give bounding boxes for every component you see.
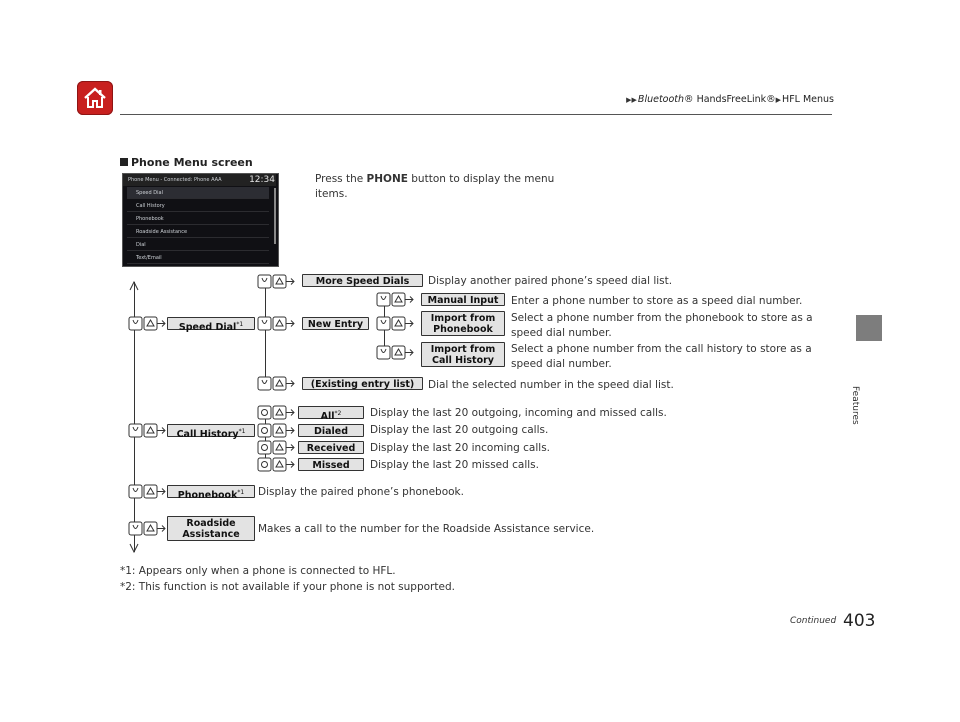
all-label: All bbox=[320, 411, 335, 423]
speed-dial-button[interactable] bbox=[167, 317, 255, 334]
call-history-label: Call History bbox=[176, 429, 239, 441]
import-phonebook-line2: Phonebook bbox=[433, 324, 493, 335]
roadside-desc: Makes a call to the number for the Roadside Assistance service. bbox=[258, 523, 595, 535]
more-speed-dials-desc: Display another paired phone’s speed dial list. bbox=[428, 275, 673, 287]
footnote-ref: *1 bbox=[237, 489, 245, 496]
received-button[interactable] bbox=[298, 441, 364, 454]
dialed-desc: Display the last 20 outgoing calls. bbox=[370, 424, 549, 436]
knob-select-icon bbox=[129, 317, 165, 330]
phonebook-label: Phonebook bbox=[177, 490, 238, 502]
dialed-button[interactable] bbox=[298, 424, 364, 437]
manual-input-label: Manual Input bbox=[427, 295, 499, 306]
import-phonebook-line1: Import from bbox=[430, 313, 496, 324]
phonebook-button[interactable] bbox=[167, 485, 255, 502]
existing-entry-label: (Existing entry list) bbox=[310, 379, 415, 390]
missed-button[interactable] bbox=[298, 458, 364, 471]
roadside-line1: Roadside bbox=[186, 518, 236, 529]
footnote-ref: *1 bbox=[238, 428, 246, 435]
rotate-select-icon bbox=[258, 458, 294, 471]
knob-select-icon bbox=[258, 317, 294, 330]
all-button[interactable] bbox=[298, 406, 364, 423]
page-number: 403 bbox=[843, 611, 876, 631]
knob-select-icon bbox=[129, 522, 165, 535]
knob-select-icon bbox=[258, 275, 294, 288]
footnote-2: *2: This function is not available if your phone is not supported. bbox=[120, 581, 455, 593]
more-speed-dials-label: More Speed Dials bbox=[315, 276, 410, 287]
rotate-select-icon bbox=[258, 406, 294, 419]
more-speed-dials-button[interactable] bbox=[302, 274, 423, 287]
import-phonebook-button[interactable] bbox=[421, 311, 505, 336]
import-history-line1: Import from bbox=[430, 344, 496, 355]
all-desc: Display the last 20 outgoing, incoming and missed calls. bbox=[370, 407, 667, 419]
footnote-ref: *1 bbox=[236, 321, 244, 328]
intro-key: PHONE bbox=[366, 173, 408, 185]
knob-select-icon bbox=[377, 293, 413, 306]
existing-entry-desc: Dial the selected number in the speed dial list. bbox=[428, 379, 674, 391]
reg-mark: ® bbox=[766, 94, 776, 105]
screen-item-roadside[interactable]: Roadside Assistance bbox=[127, 226, 269, 238]
intro-pre: Press the bbox=[315, 173, 367, 185]
import-phonebook-desc2: speed dial number. bbox=[511, 327, 612, 339]
reg-mark: ® bbox=[684, 94, 694, 105]
breadcrumb-arrow-icon: ▶▶ bbox=[626, 96, 637, 104]
import-history-desc1: Select a phone number from the call history to store as a bbox=[511, 343, 812, 355]
screen-clock: 12:34 bbox=[249, 175, 275, 185]
rotate-select-icon bbox=[258, 441, 294, 454]
knob-select-icon bbox=[377, 346, 413, 359]
screen-item-phonebook[interactable]: Phonebook bbox=[127, 213, 269, 225]
knob-select-icon bbox=[129, 485, 165, 498]
call-history-button[interactable] bbox=[167, 424, 255, 441]
received-desc: Display the last 20 incoming calls. bbox=[370, 442, 551, 454]
screen-item-call-history[interactable]: Call History bbox=[127, 200, 269, 212]
missed-desc: Display the last 20 missed calls. bbox=[370, 459, 539, 471]
speed-dial-label: Speed Dial bbox=[178, 322, 237, 334]
screen-item-text-email[interactable]: Text/Email bbox=[127, 252, 269, 264]
screen-item-dial[interactable]: Dial bbox=[127, 239, 269, 251]
breadcrumb-arrow-icon: ▶ bbox=[775, 96, 782, 104]
import-history-line2: Call History bbox=[431, 355, 494, 366]
manual-input-desc: Enter a phone number to store as a speed dial number. bbox=[511, 295, 803, 307]
import-history-desc2: speed dial number. bbox=[511, 358, 612, 370]
roadside-line2: Assistance bbox=[182, 529, 240, 540]
chapter-label-text: Features bbox=[850, 386, 860, 425]
new-entry-button[interactable] bbox=[302, 317, 369, 330]
missed-label: Missed bbox=[312, 460, 350, 471]
knob-select-icon bbox=[258, 377, 294, 390]
breadcrumb-bluetooth: Bluetooth bbox=[637, 94, 685, 105]
existing-entry-button[interactable] bbox=[302, 377, 423, 390]
screen-title: Phone Menu - Connected: Phone AAA bbox=[128, 177, 222, 183]
roadside-assistance-button[interactable] bbox=[167, 516, 255, 541]
knob-select-icon bbox=[377, 317, 413, 330]
received-label: Received bbox=[306, 443, 356, 454]
breadcrumb-hfl: HandsFreeLink bbox=[693, 94, 767, 105]
screen-item-speed-dial[interactable]: Speed Dial bbox=[127, 187, 269, 199]
phonebook-desc: Display the paired phone’s phonebook. bbox=[258, 486, 464, 498]
section-title-text: Phone Menu screen bbox=[131, 156, 253, 169]
new-entry-label: New Entry bbox=[307, 319, 364, 330]
continued-label: Continued bbox=[790, 616, 837, 626]
footnote-1: *1: Appears only when a phone is connected to HFL. bbox=[120, 565, 396, 577]
import-phonebook-desc1: Select a phone number from the phonebook to store as a bbox=[511, 312, 813, 324]
knob-select-icon bbox=[129, 424, 165, 437]
import-call-history-button[interactable] bbox=[421, 342, 505, 367]
rotate-select-icon bbox=[258, 424, 294, 437]
footnote-ref: *2 bbox=[334, 410, 342, 417]
breadcrumb-hfl-menus: HFL Menus bbox=[782, 94, 834, 105]
manual-input-button[interactable] bbox=[421, 293, 505, 306]
dialed-label: Dialed bbox=[313, 426, 349, 437]
intro-post: button to display the menu items. bbox=[315, 173, 555, 200]
